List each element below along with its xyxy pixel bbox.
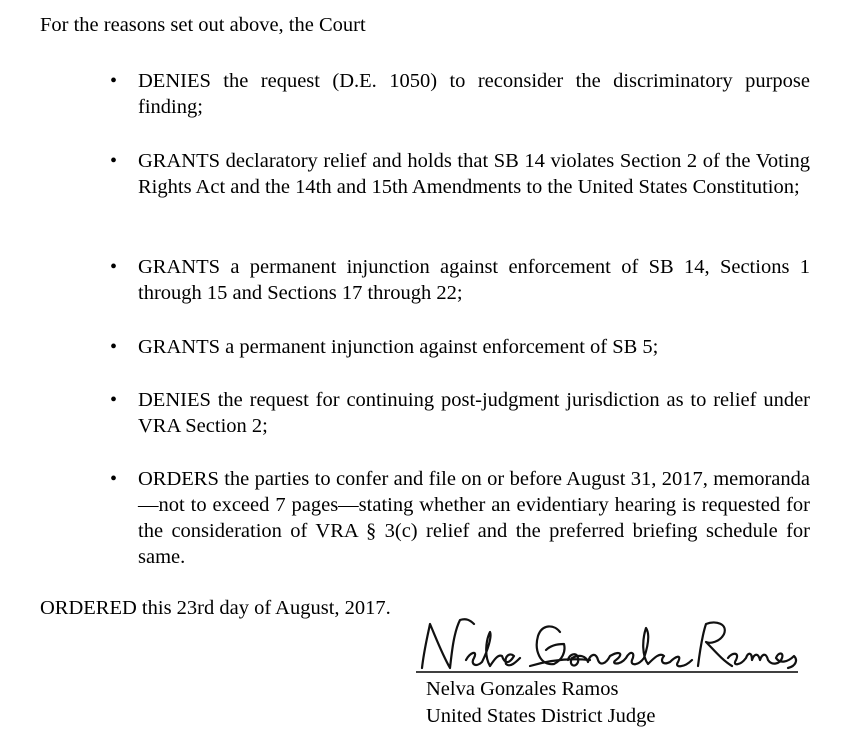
order-text: DENIES the request (D.E. 1050) to reconsider the discriminatory purpose finding;	[138, 70, 810, 118]
handwritten-signature	[410, 610, 810, 680]
signature-block	[410, 610, 810, 735]
bullet-icon: •	[110, 389, 118, 411]
bullet-icon: •	[110, 468, 118, 490]
order-text: DENIES the request for continuing post-judgment jurisdiction as to relief under VRA Section 2;	[138, 389, 810, 437]
judge-name: Nelva Gonzales Ramos	[426, 678, 619, 700]
intro-line: For the reasons set out above, the Court	[40, 14, 366, 36]
bullet-icon: •	[110, 70, 118, 92]
judge-title: United States District Judge	[426, 705, 656, 727]
bullet-icon: •	[110, 336, 118, 358]
order-text: GRANTS a permanent injunction against enforcement of SB 5;	[138, 336, 659, 358]
bullet-icon: •	[110, 256, 118, 278]
order-text: GRANTS declaratory relief and holds that SB 14 violates Section 2 of the Voting Rights Act and the 14th and 15th Amendments to the United States Constitution;	[138, 150, 810, 198]
order-text: GRANTS a permanent injunction against enforcement of SB 14, Sections 1 through 15 and Sections 17 through 22;	[138, 256, 810, 304]
order-text: ORDERS the parties to confer and file on or before August 31, 2017, memoranda—not to exceed 7 pages—stating whether an evidentiary hearing is requested for the consideration of VRA § 3(c) relief and the preferred briefing schedule for same.	[138, 468, 810, 568]
bullet-icon: •	[110, 150, 118, 172]
ordered-date-line: ORDERED this 23rd day of August, 2017.	[40, 597, 391, 619]
